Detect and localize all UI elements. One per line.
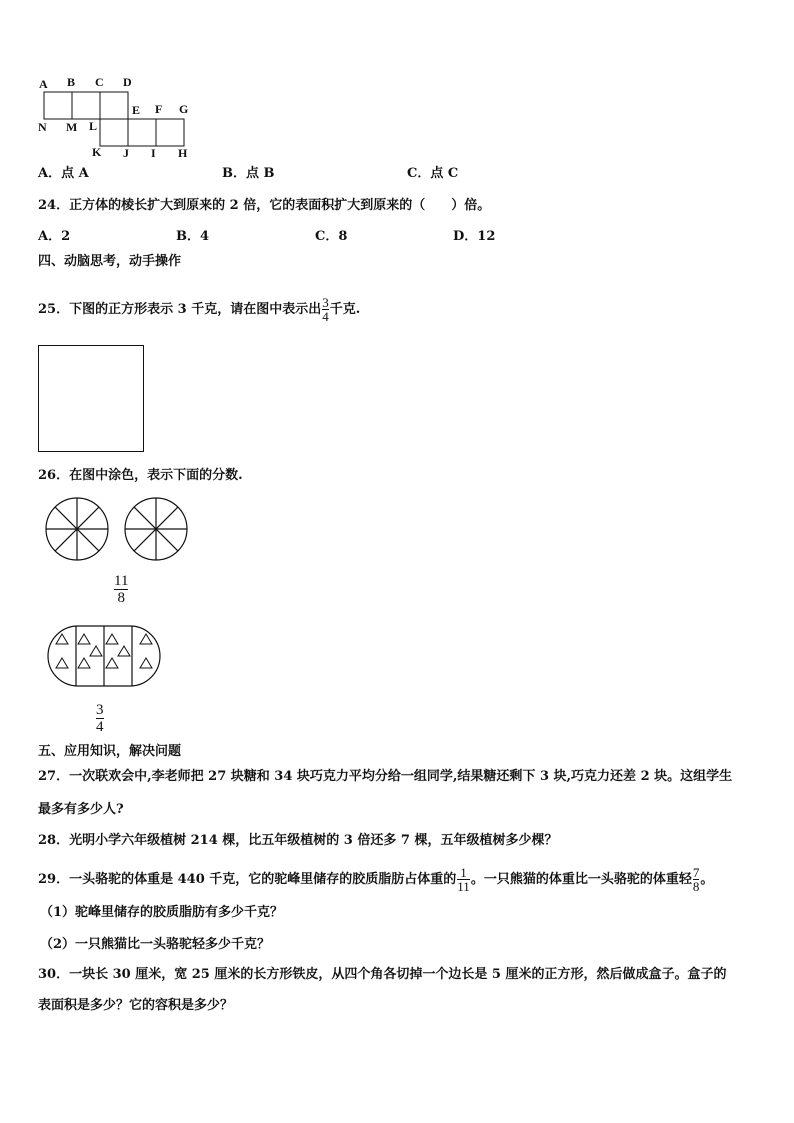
net-square [128,119,156,146]
vertex-label: C [95,75,104,89]
option-b: B．4 [176,229,210,244]
section-heading: 四、动脑思考，动手操作 [38,254,182,269]
vertex-label: E [132,103,141,117]
question-30-line2: 表面积是多少？它的容积是多少？ [38,998,234,1013]
vertex-label: L [89,119,98,133]
vertex-label: N [38,120,47,134]
vertex-label: F [155,102,163,116]
net-square [100,119,128,146]
option-c: C．8 [315,229,348,244]
question-25: 25．下图的正方形表示 3 千克，请在图中表示出 $\frac{3}{4}$ 千克. [38,295,361,324]
vertex-label: I [151,146,156,160]
option-d: D．12 [453,229,496,244]
question-27-line1: 27．一次联欢会中,李老师把 27 块糖和 34 块巧克力平均分给一组同学,结果糖还剩下 3 块,巧克力还差 2 块。这组学生 [38,769,733,784]
square-figure [38,345,144,452]
fraction-11-8: 11 8 [114,573,129,606]
fraction: $\frac{7}{8}$ [692,865,700,894]
fraction: $\frac{3}{4}$ [322,295,329,324]
fraction: $\frac{1}{11}$ [457,865,470,894]
option-a: A．点 A [38,166,89,181]
vertex-label: M [66,120,78,134]
vertex-label: D [123,75,132,89]
question-27-line2: 最多有多少人? [38,802,124,817]
circle-divided-eight [125,498,187,560]
net-square [72,92,100,119]
question-28: 28．光明小学六年级植树 214 棵，比五年级植树的 3 倍还多 7 棵，五年级植树多少棵？ [38,833,558,848]
vertex-label: A [39,77,48,91]
net-square [156,119,184,146]
vertex-label: B [67,75,76,89]
question-24: 24．正方体的棱长扩大到原来的 2 倍，它的表面积扩大到原来的（ ）倍。 [38,198,491,213]
option-a: A．2 [38,229,71,244]
question-29-sub1: （1）驼峰里储存的胶质脂肪有多少千克？ [40,905,284,920]
question-29-sub2: （2）一只熊猫比一头骆驼轻多少千克？ [40,937,271,952]
vertex-label: G [179,102,189,116]
circle-figures [40,495,200,565]
net-square [100,92,128,119]
question-30-line1: 30．一块长 30 厘米，宽 25 厘米的长方形铁皮，从四个角各切掉一个边长是 5 厘米的正方形，然后做成盒子。盒子的 [38,967,727,982]
cube-net-figure [36,72,206,162]
net-square [44,92,72,119]
vertex-label: J [123,146,129,160]
circle-divided-eight [46,498,108,560]
question-29: 29．一头骆驼的体重是 440 千克，它的驼峰里储存的胶质脂肪占体重的 $\frac{1}{11}$ 。一只熊猫的体重比一头骆驼的体重轻 $\frac{7}{8}$ 。 [38,865,714,894]
fraction-3-4: 3 4 [96,702,104,735]
section-heading: 五、应用知识，解决问题 [38,744,182,759]
option-c: C．点 C [407,166,459,181]
vertex-label: K [92,145,102,159]
question-26: 26．在图中涂色，表示下面的分数. [38,468,243,483]
option-b: B．点 B [222,166,275,181]
vertex-label: H [178,146,188,160]
oval-triangles-figure [44,622,164,690]
